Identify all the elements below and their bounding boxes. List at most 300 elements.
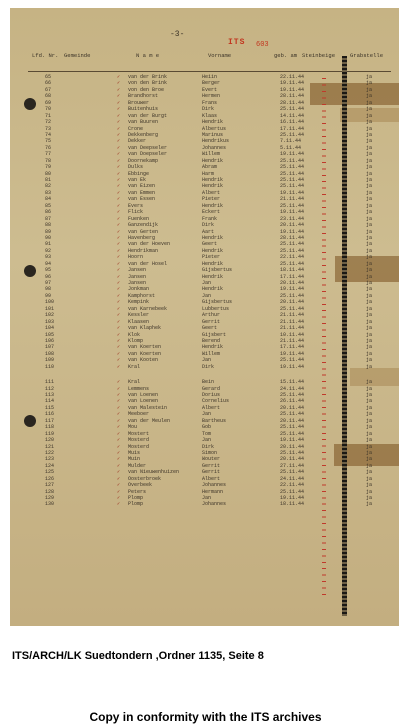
row-firstname: Albert [202, 404, 221, 411]
row-surname: van Gerten [128, 228, 159, 235]
row-date: 22.11.44 [280, 254, 305, 261]
row-date: 25.11.44 [280, 131, 305, 138]
row-firstname: Dirk [202, 222, 215, 229]
its-stamp: ITS [228, 38, 246, 47]
row-surname: Hoorn [128, 254, 144, 261]
row-ja: ja [366, 157, 373, 164]
row-date: 25.11.44 [280, 177, 305, 183]
row-surname: Dekker [128, 138, 147, 145]
check-mark-icon: ✓ [117, 325, 121, 332]
row-ja: ja [366, 170, 373, 177]
row-number: 92 [45, 247, 52, 254]
row-number: 74 [45, 131, 52, 138]
table-row [10, 501, 399, 507]
row-firstname: Jan [202, 280, 212, 286]
row-surname: Fuenken [128, 215, 150, 222]
check-mark-icon: ✓ [117, 363, 121, 370]
row-surname: Peters [128, 488, 147, 495]
row-ja: ja [366, 305, 373, 312]
row-surname: van der Burgt [128, 112, 168, 119]
row-ja: ja [366, 424, 373, 431]
check-mark-icon: ✓ [117, 106, 121, 113]
row-surname: van Buuren [128, 119, 159, 126]
row-number: 97 [45, 280, 52, 286]
row-firstname: Hendrik [202, 119, 224, 126]
row-surname: van Koerten [128, 350, 162, 357]
row-date: 20.11.44 [280, 443, 305, 450]
row-ja: ja [366, 318, 373, 325]
check-mark-icon: ✓ [117, 411, 121, 418]
row-ja: ja [366, 112, 373, 119]
section-gap [10, 370, 399, 379]
row-date: 19.11.44 [280, 350, 305, 357]
row-surname: van Klaphek [128, 325, 162, 332]
row-ja: ja [366, 404, 373, 411]
check-mark-icon: ✓ [117, 385, 121, 392]
check-mark-icon: ✓ [117, 189, 121, 196]
row-ja: ja [366, 234, 373, 241]
row-number: 109 [45, 357, 55, 364]
check-mark-icon: ✓ [117, 138, 121, 145]
row-number: 106 [45, 337, 55, 344]
row-number: 77 [45, 151, 52, 158]
row-ja: ja [366, 131, 373, 138]
row-surname: Oosterbroek [128, 475, 162, 482]
check-mark-icon: ✓ [117, 475, 121, 482]
check-mark-icon: ✓ [117, 299, 121, 306]
row-firstname: Hendrik [202, 234, 224, 241]
row-ja: ja [366, 164, 373, 171]
row-firstname: Simon [202, 449, 218, 456]
header-vorname: Vorname [208, 52, 232, 59]
row-ja: ja [366, 280, 373, 286]
row-surname: Mostert [128, 430, 150, 437]
row-surname: Havenberg [128, 234, 156, 241]
row-surname: Plomp [128, 501, 144, 508]
check-mark-icon: ✓ [117, 260, 121, 267]
row-date: 19.11.44 [280, 286, 305, 293]
check-mark-icon: ✓ [117, 443, 121, 450]
row-ja: ja [366, 138, 373, 145]
row-number: 87 [45, 215, 52, 222]
row-surname: von den Brink [128, 80, 168, 87]
row-firstname: Bartheus [202, 417, 227, 424]
table-row [10, 364, 399, 370]
row-date: 25.11.44 [280, 305, 305, 312]
row-firstname: Willem [202, 350, 221, 357]
row-number: 73 [45, 125, 52, 132]
row-date: 25.11.44 [280, 488, 305, 495]
row-surname: Overbeek [128, 482, 153, 489]
header-gemeinde: Gemeinde [64, 52, 91, 59]
row-surname: van der Brink [128, 74, 168, 80]
check-mark-icon: ✓ [117, 417, 121, 424]
row-number: 76 [45, 144, 52, 151]
row-ja: ja [366, 488, 373, 495]
row-ja: ja [366, 337, 373, 344]
row-ja: ja [366, 363, 373, 370]
row-firstname: Jan [202, 437, 212, 444]
check-mark-icon: ✓ [117, 144, 121, 151]
row-ja: ja [366, 93, 373, 100]
row-surname: Flick [128, 209, 144, 216]
row-surname: Lemmens [128, 385, 150, 392]
check-mark-icon: ✓ [117, 196, 121, 203]
row-surname: Kral [128, 379, 141, 386]
header-geb: geb. am [274, 52, 298, 59]
check-mark-icon: ✓ [117, 86, 121, 93]
row-surname: Buitenhuis [128, 106, 159, 113]
row-surname: Kral [128, 363, 141, 370]
row-firstname: Geert [202, 325, 218, 332]
check-mark-icon: ✓ [117, 449, 121, 456]
row-number: 110 [45, 363, 55, 370]
row-firstname: Albert [202, 189, 221, 196]
row-surname: Mulder [128, 462, 147, 469]
row-date: 17.11.44 [280, 273, 305, 280]
header-nr: Lfd. Nr. [32, 52, 59, 59]
row-date: 18.11.44 [280, 267, 305, 274]
row-surname: Evers [128, 202, 144, 209]
row-date: 28.11.44 [280, 93, 305, 100]
row-ja: ja [366, 260, 373, 267]
check-mark-icon: ✓ [117, 437, 121, 444]
row-number: 117 [45, 417, 55, 424]
row-number: 116 [45, 411, 55, 418]
row-date: 25.11.44 [280, 157, 305, 164]
row-date: 19.11.44 [280, 80, 305, 87]
row-number: 114 [45, 398, 55, 405]
row-surname: Mosterd [128, 437, 150, 444]
row-number: 129 [45, 495, 55, 501]
row-number: 70 [45, 106, 52, 113]
row-ja: ja [366, 119, 373, 126]
row-date: 25.11.44 [280, 106, 305, 113]
check-mark-icon: ✓ [117, 469, 121, 476]
row-date: 25.11.44 [280, 469, 305, 476]
row-date: 21.11.44 [280, 318, 305, 325]
row-ja: ja [366, 350, 373, 357]
row-surname: van Karnebeek [128, 305, 168, 312]
row-number: 105 [45, 331, 55, 338]
row-surname: van Kooten [128, 357, 159, 364]
check-mark-icon: ✓ [117, 151, 121, 158]
row-number: 99 [45, 292, 52, 299]
row-date: 20.11.44 [280, 280, 305, 286]
row-surname: van der Meulen [128, 417, 171, 424]
row-date: 25.11.44 [280, 411, 305, 418]
row-firstname: Hendrik [202, 247, 224, 254]
row-surname: van Deepseler [128, 144, 168, 151]
row-ja: ja [366, 151, 373, 158]
row-ja: ja [366, 344, 373, 351]
row-surname: van der Hosel [128, 260, 168, 267]
row-ja: ja [366, 286, 373, 293]
row-date: 19.11.44 [280, 363, 305, 370]
archive-scan [10, 8, 399, 626]
check-mark-icon: ✓ [117, 131, 121, 138]
row-date: 19.11.44 [280, 437, 305, 444]
row-date: 22.11.44 [280, 74, 305, 80]
row-firstname: Berger [202, 80, 221, 87]
row-surname: van Ek [128, 177, 147, 183]
row-date: 21.11.44 [280, 312, 305, 319]
row-ja: ja [366, 443, 373, 450]
check-mark-icon: ✓ [117, 350, 121, 357]
header-name: N a m e [136, 52, 160, 59]
row-date: 19.11.44 [280, 189, 305, 196]
row-ja: ja [366, 196, 373, 203]
row-number: 101 [45, 305, 55, 312]
row-date: 28.11.44 [280, 234, 305, 241]
row-date: 17.11.44 [280, 125, 305, 132]
row-ja: ja [366, 417, 373, 424]
row-firstname: Johannes [202, 501, 227, 508]
row-surname: Muis [128, 449, 141, 456]
row-firstname: Dirk [202, 363, 215, 370]
row-firstname: Gijsbertus [202, 267, 233, 274]
row-date: 23.11.44 [280, 215, 305, 222]
row-number: 115 [45, 404, 55, 411]
row-firstname: Eckert [202, 209, 221, 216]
row-surname: Mosterd [128, 443, 150, 450]
check-mark-icon: ✓ [117, 344, 121, 351]
row-firstname: Johannes [202, 482, 227, 489]
row-surname: van Eizen [128, 183, 156, 190]
row-number: 78 [45, 157, 52, 164]
check-mark-icon: ✓ [117, 157, 121, 164]
row-date: 10.11.44 [280, 331, 305, 338]
check-mark-icon: ✓ [117, 273, 121, 280]
row-surname: van Koerten [128, 344, 162, 351]
row-firstname: Gob [202, 424, 212, 431]
row-number: 130 [45, 501, 55, 508]
row-ja: ja [366, 456, 373, 463]
row-surname: Klaasen [128, 318, 150, 325]
row-surname: von den Broe [128, 86, 165, 93]
row-surname: Meeboer [128, 411, 150, 418]
row-surname: van Essen [128, 196, 156, 203]
row-ja: ja [366, 462, 373, 469]
row-date: 25.11.44 [280, 449, 305, 456]
row-date: 25.11.44 [280, 392, 305, 398]
row-ja: ja [366, 385, 373, 392]
row-number: 128 [45, 488, 55, 495]
check-mark-icon: ✓ [117, 482, 121, 489]
row-ja: ja [366, 325, 373, 332]
row-firstname: Hendrik [202, 157, 224, 164]
row-ja: ja [366, 299, 373, 306]
row-ja: ja [366, 80, 373, 87]
row-firstname: Gijsbertus [202, 299, 233, 306]
row-number: 88 [45, 222, 52, 229]
check-mark-icon: ✓ [117, 430, 121, 437]
check-mark-icon: ✓ [117, 331, 121, 338]
check-mark-icon: ✓ [117, 125, 121, 132]
check-mark-icon: ✓ [117, 357, 121, 364]
row-number: 93 [45, 254, 52, 261]
check-mark-icon: ✓ [117, 80, 121, 87]
row-surname: Jonkman [128, 286, 150, 293]
row-firstname: Hendrik [202, 286, 224, 293]
register-table-upper [10, 74, 399, 508]
check-mark-icon: ✓ [117, 202, 121, 209]
check-mark-icon: ✓ [117, 424, 121, 431]
binding-coil [342, 56, 347, 616]
row-surname: van Loenen [128, 392, 159, 398]
row-ja: ja [366, 222, 373, 229]
row-number: 121 [45, 443, 55, 450]
row-number: 118 [45, 424, 55, 431]
row-surname: Ganzendijk [128, 222, 159, 229]
row-number: 80 [45, 170, 52, 177]
row-number: 100 [45, 299, 55, 306]
row-number: 72 [45, 119, 52, 126]
row-ja: ja [366, 292, 373, 299]
row-firstname: Evert [202, 86, 218, 93]
row-surname: van der Hoeven [128, 241, 171, 248]
check-mark-icon: ✓ [117, 392, 121, 398]
row-date: 25.11.44 [280, 247, 305, 254]
row-date: 27.11.44 [280, 462, 305, 469]
row-firstname: Hendrikus [202, 138, 230, 145]
row-date: 25.11.44 [280, 357, 305, 364]
row-ja: ja [366, 411, 373, 418]
check-mark-icon: ✓ [117, 99, 121, 106]
row-firstname: Hermen [202, 93, 221, 100]
row-number: 103 [45, 318, 55, 325]
archive-caption: ITS/ARCH/LK Suedtondern ,Ordner 1135, Seite 8 [12, 650, 264, 662]
check-mark-icon: ✓ [117, 183, 121, 190]
conformity-footer: Copy in conformity with the ITS archives [89, 710, 322, 724]
row-number: 86 [45, 209, 52, 216]
row-firstname: Jan [202, 495, 212, 501]
row-date: 25.11.44 [280, 164, 305, 171]
row-number: 112 [45, 385, 55, 392]
row-firstname: Hendrik [202, 202, 224, 209]
row-surname: Jansen [128, 267, 147, 274]
row-date: 22.11.44 [280, 482, 305, 489]
row-firstname: Frans [202, 99, 218, 106]
check-mark-icon: ✓ [117, 222, 121, 229]
row-date: 7.11.44 [280, 138, 302, 145]
row-date: 16.11.44 [280, 119, 305, 126]
row-ja: ja [366, 331, 373, 338]
check-mark-icon: ✓ [117, 280, 121, 286]
row-ja: ja [366, 183, 373, 190]
row-firstname: Gijsbert [202, 331, 227, 338]
row-number: 91 [45, 241, 52, 248]
check-mark-icon: ✓ [117, 488, 121, 495]
row-date: 20.11.44 [280, 417, 305, 424]
row-number: 65 [45, 74, 52, 80]
row-number: 120 [45, 437, 55, 444]
check-mark-icon: ✓ [117, 501, 121, 508]
row-date: 19.11.44 [280, 495, 305, 501]
check-mark-icon: ✓ [117, 337, 121, 344]
check-mark-icon: ✓ [117, 495, 121, 501]
row-ja: ja [366, 247, 373, 254]
row-ja: ja [366, 125, 373, 132]
row-ja: ja [366, 273, 373, 280]
row-firstname: Albert [202, 475, 221, 482]
row-number: 79 [45, 164, 52, 171]
row-date: 26.11.44 [280, 398, 305, 405]
row-date: 25.11.44 [280, 292, 305, 299]
row-ja: ja [366, 202, 373, 209]
row-ja: ja [366, 86, 373, 93]
row-firstname: Wouter [202, 456, 221, 463]
row-date: 18.11.44 [280, 501, 305, 508]
row-number: 113 [45, 392, 55, 398]
row-surname: Dekkenberg [128, 131, 159, 138]
row-surname: Kempink [128, 299, 150, 306]
row-date: 19.11.44 [280, 151, 305, 158]
check-mark-icon: ✓ [117, 177, 121, 183]
row-surname: Brandhorst [128, 93, 159, 100]
row-ja: ja [366, 475, 373, 482]
row-date: 24.11.44 [280, 475, 305, 482]
row-ja: ja [366, 501, 373, 508]
check-mark-icon: ✓ [117, 112, 121, 119]
row-number: 96 [45, 273, 52, 280]
check-mark-icon: ✓ [117, 93, 121, 100]
row-firstname: Heiin [202, 74, 218, 80]
row-date: 25.11.44 [280, 183, 305, 190]
row-firstname: Albertus [202, 125, 227, 132]
row-surname: van Doepseler [128, 151, 168, 158]
check-mark-icon: ✓ [117, 318, 121, 325]
row-number: 102 [45, 312, 55, 319]
row-surname: Hendrikman [128, 247, 159, 254]
check-mark-icon: ✓ [117, 119, 121, 126]
row-date: 19.11.44 [280, 209, 305, 216]
row-firstname: Marinus [202, 131, 224, 138]
row-surname: Dulks [128, 164, 144, 171]
row-firstname: Jan [202, 292, 212, 299]
row-ja: ja [366, 267, 373, 274]
row-ja: ja [366, 241, 373, 248]
row-ja: ja [366, 144, 373, 151]
row-date: 21.11.44 [280, 337, 305, 344]
row-number: 119 [45, 430, 55, 437]
row-firstname: Jan [202, 411, 212, 418]
row-surname: van Loenen [128, 398, 159, 405]
row-surname: van Nieuwenhuizen [128, 469, 180, 476]
row-date: 20.11.44 [280, 299, 305, 306]
row-number: 107 [45, 344, 55, 351]
row-ja: ja [366, 254, 373, 261]
row-ja: ja [366, 312, 373, 319]
row-number: 127 [45, 482, 55, 489]
row-firstname: Lubbertus [202, 305, 230, 312]
row-number: 126 [45, 475, 55, 482]
row-firstname: Willem [202, 151, 221, 158]
row-number: 82 [45, 183, 52, 190]
row-surname: Brouwer [128, 99, 150, 106]
row-firstname: Klaas [202, 112, 218, 119]
row-surname: Mou [128, 424, 138, 431]
row-firstname: Frank [202, 215, 218, 222]
row-ja: ja [366, 392, 373, 398]
row-ja: ja [366, 177, 373, 183]
check-mark-icon: ✓ [117, 312, 121, 319]
row-date: 19.11.44 [280, 86, 305, 93]
row-firstname: Gerrit [202, 318, 221, 325]
row-date: 20.11.44 [280, 404, 305, 411]
header-rule [28, 71, 391, 72]
check-mark-icon: ✓ [117, 398, 121, 405]
